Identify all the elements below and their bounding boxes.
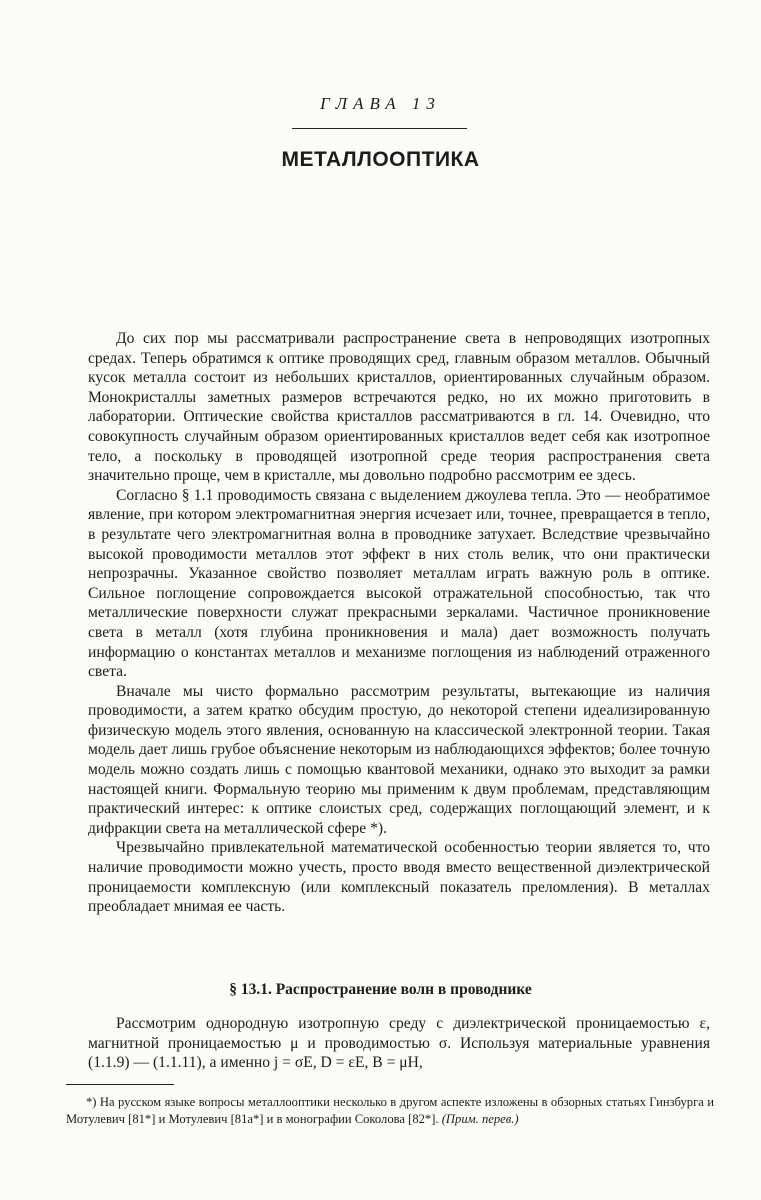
paragraph: Согласно § 1.1 проводимость связана с выделением джоулева тепла. Это — необратимое явление, при котором электромагнитная энергия исчезает или, точнее, превращается в тепло, в результате чего электромагнитная волна в проводнике затухает. Вследствие чрезвычайно высокой проводимости металлов этот эффект в них столь велик, что они практически непрозрачны. Указанное свойство позволяет металлам играть важную роль в оптике. Сильное поглощение сопровождается высокой отражательной способностью, так что металлические поверхности служат прекрасными зеркалами. Частичное проникновение света в металл (хотя глубина проникновения и мала) дает возможность получать информацию о константах металлов и механизме поглощения из наблюдений отраженного света. bbox=[88, 486, 710, 681]
intro-text bbox=[88, 329, 710, 917]
translator-note: (Прим. перев.) bbox=[441, 1111, 519, 1126]
paragraph: Вначале мы чисто формально рассмотрим результаты, вытекающие из наличия проводимости, а затем кратко обсудим простую, до некоторой степени идеализированную физическую модель этого явления, основанную на классической электронной теории. Такая модель дает лишь грубое объяснение некоторым из наблюдающихся эффектов; более точную модель можно создать лишь с помощью квантовой механики, однако это выходит за рамки настоящей книги. Формальную теорию мы применим к двум проблемам, представляющим практический интерес: к оптике слоистых сред, содержащих поглощающий элемент, и к дифракции света на металлической сфере *). bbox=[88, 682, 710, 837]
footnote bbox=[66, 1094, 714, 1127]
section-text bbox=[88, 1014, 710, 1073]
footnote-text: *) На русском языке вопросы металлооптики несколько в другом аспекте изложены в обзорных статьях Гинзбурга и Мотулевич [81*] и Мотулевич [81а*] и в монографии Соколова [82*]. bbox=[66, 1095, 714, 1126]
paragraph: Чрезвычайно привлекательной математической особенностью теории является то, что наличие проводимости можно учесть, просто вводя вместо вещественной диэлектрической проницаемости комплексную (или комплексный показатель преломления). В металлах преобладает мнимая ее часть. bbox=[88, 839, 710, 916]
footnote-divider bbox=[66, 1084, 174, 1085]
paragraph: До сих пор мы рассматривали распространение света в непроводящих изотропных средах. Теперь обратимся к оптике проводящих сред, главным образом металлов. Обычный кусок металла состоит из небольших кристаллов, ориентированных случайным образом. Монокристаллы заметных размеров встречаются редко, но их можно приготовить в лаборатории. Оптические свойства кристаллов рассматриваются в гл. 14. Очевидно, что совокупность случайным образом ориентированных кристаллов ведет себя как изотропное тело, а поскольку в проводящей изотропной среде теория распространения света значительно проще, чем в кристалле, мы довольно подробно рассмотрим ее здесь. bbox=[88, 330, 710, 485]
paragraph: Рассмотрим однородную изотропную среду с диэлектрической проницаемостью ε, магнитной проницаемостью μ и проводимостью σ. Используя материальные уравнения (1.1.9) — (1.1.11), а именно j = σE, D = εE, B = μH, bbox=[88, 1015, 710, 1072]
chapter-title: МЕТАЛЛООПТИКА bbox=[281, 148, 480, 171]
chapter-label: ГЛАВА 13 bbox=[320, 94, 441, 113]
section-heading: § 13.1. Распространение волн в проводнике bbox=[229, 981, 532, 998]
chapter-divider bbox=[292, 128, 467, 129]
